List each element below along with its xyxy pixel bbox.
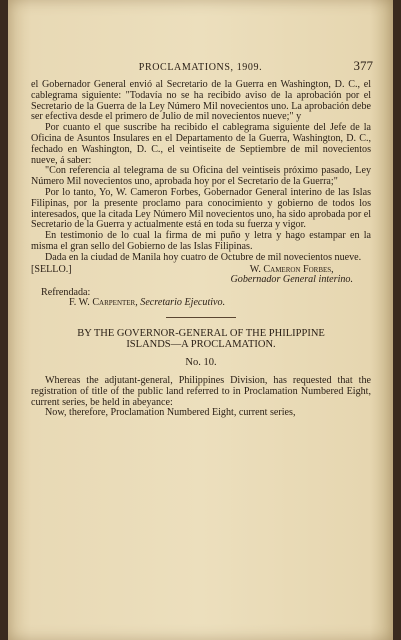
signature-block [230, 265, 353, 287]
paragraph-now-therefore: Now, therefore, Proclamation Numbered Eight, current series, [45, 407, 296, 419]
running-head: PROCLAMATIONS, 1909. [138, 62, 263, 73]
paragraph-por-cuanto: Por cuanto el que suscribe ha recibido el cablegrama siguiente del Jefe de la Oficina de Asuntos Insulares en el Departamento de la Guerra, Washington, D. C., fechado en Washington, D. C., el veintiseite de Septiembre de mil novecientos nueve, á saber: [31, 122, 371, 166]
page-body [31, 80, 371, 419]
signature-name: W. Cameron Forbes, [249, 263, 334, 275]
signature-title: Gobernador General interino. [230, 274, 353, 286]
proclamation-number: No. 10. [185, 357, 217, 369]
section-divider [166, 317, 236, 318]
page-header [8, 58, 393, 76]
refrendada-name: F. W. Carpenter, [69, 297, 138, 309]
seal-label: [SELLO.] [31, 263, 72, 275]
section-title [31, 328, 371, 350]
section-title-line-1: BY THE GOVERNOR-GENERAL OF THE PHILIPPINE [77, 328, 325, 340]
signature-row [31, 265, 371, 287]
paragraph-whereas: Whereas the adjutant-general, Philippines Division, has requested that the registration of title of the public land referred to in Proclamation Numbered Eight, current series, be held in abeyance: [31, 374, 371, 408]
refrendada-title: Secretario Ejecutivo. [140, 297, 226, 309]
paragraph-continuation: el Gobernador General envió al Secretario de la Guerra en Washington, D. C., el cablegrama siguiente: "Todavía no se ha recibido aviso de la aprobación por el Secretario de la Guerra de la Ley Número Mil novecientos uno. La aprobación debe ser efectiva desde el primero de Julio de mil novecientos nueve;" y [31, 79, 371, 123]
section-title-line-2: ISLANDS—A PROCLAMATION. [126, 339, 276, 351]
paragraph-testimonio: En testimonio de lo cual la firma de mi puño y letra y hago estampar en la misma el gran sello del Gobierno de las Islas Filipinas. [31, 230, 371, 252]
paragraph-dada: Dada en la ciudad de Manila hoy cuatro de Octubre de mil novecientos nueve. [45, 251, 362, 263]
page-number: 377 [353, 58, 373, 73]
refrendada-label: Refrendada: [41, 286, 91, 298]
book-page [8, 0, 393, 640]
paragraph-por-lo-tanto: Por lo tanto, Yo, W. Cameron Forbes, Gobernador General interino de las Islas Filipinas, por la presente proclamo para conocimiento y gobierno de todos los interesados, que la citada Ley Número Mil novecientos uno, ha sido aprobada por el Secretario de la Guerra y actualmente está en toda su fuerza y vigor. [31, 186, 371, 231]
paragraph-quote: "Con referencia al telegrama de su Oficina del veintiseis próximo pasado, Ley Número Mil novecientos uno, aprobada hoy por el Secretario de la Guerra;" [31, 165, 371, 188]
refrendada-block [31, 288, 371, 310]
refrendada-line [41, 298, 371, 309]
